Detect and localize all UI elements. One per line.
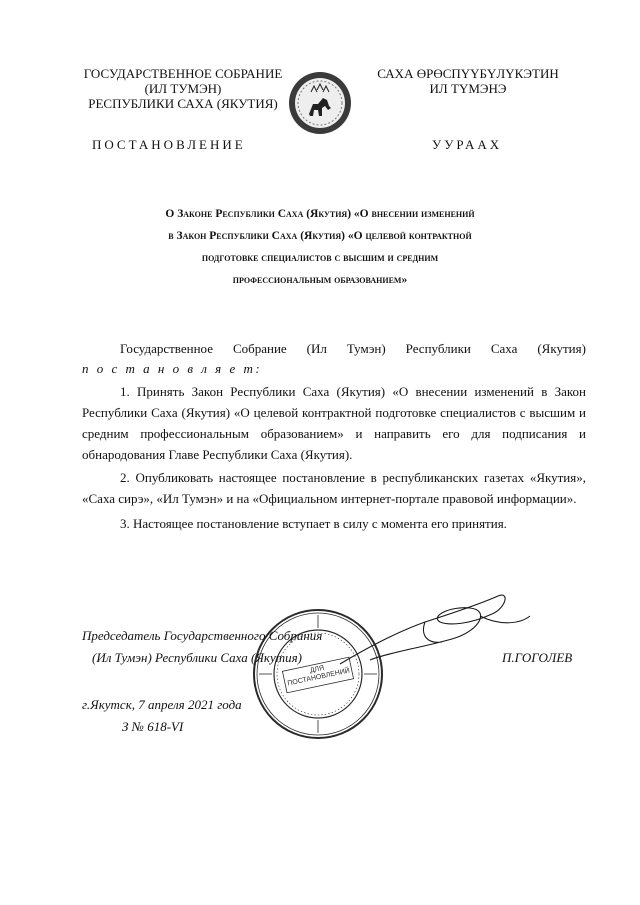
intro-word: (Якутия) [537,341,586,356]
coat-of-arms-emblem [287,70,353,136]
intro-word: Республики [405,341,471,356]
decree-word: п о с т а н о в л я е т: [82,361,263,376]
signatory-name: П.ГОГОЛЕВ [502,650,573,665]
header-left-line-2: (ИЛ ТУМЭН) [144,81,222,96]
place-date: г.Якутск, 7 апреля 2021 года [82,697,242,712]
intro-word: Тумэн) [346,341,386,356]
header-right [368,66,568,96]
title-line-2: в Закон Республики Саха (Якутия) «О целевой контрактной [168,230,472,242]
document-number: З № 618-VI [122,719,184,734]
doc-type-left: ПОСТАНОВЛЕНИЕ [92,137,246,152]
intro-line [120,341,586,357]
intro-word: Государственное [120,341,213,356]
doc-type-right: УУРААХ [432,137,503,152]
paragraph-2: 2. Опубликовать настоящее постановление в республиканских газетах «Якутия», «Саха сирэ», «Ил Тумэн» и на «Официальном интернет-портале правовой информации». [82,470,586,506]
header-left [78,66,288,111]
title-line-4: профессиональным образованием» [232,274,408,286]
document-title [90,203,550,291]
stamp-center-text: ДЛЯ ПОСТАНОВЛЕНИЙ [286,664,351,688]
header-right-line-2: ИЛ ТҮМЭНЭ [429,81,507,96]
title-line-3: подготовке специалистов с высшим и средним [201,252,439,264]
intro-word: Собрание [232,341,287,356]
header-left-line-3: РЕСПУБЛИКИ САХА (ЯКУТИЯ) [88,96,278,111]
intro-word: (Ил [306,341,327,356]
paragraph-3: 3. Настоящее постановление вступает в силу с момента его принятия. [120,516,507,531]
header-left-line-1: ГОСУДАРСТВЕННОЕ СОБРАНИЕ [83,66,283,81]
title-line-1: О Законе Республики Саха (Якутия) «О внесении изменений [165,208,475,220]
header-right-line-1: САХА ӨРӨСПҮҮБҮЛҮКЭТИН [377,66,559,81]
signature-position-line-2: (Ил Тумэн) Республики Саха (Якутия) [92,650,302,665]
signature-position-line-1: Председатель Государственного Собрания [82,628,323,643]
paragraph-1: 1. Принять Закон Республики Саха (Якутия) «О внесении изменений в Закон Республики Саха (Якутия) «О целевой контрактной подготовке специалистов с высшим и средним профессиональным образованием» и направить его для подписания и обнародования Главе Республики Саха (Якутия). [82,384,586,462]
intro-word: Саха [490,341,518,356]
